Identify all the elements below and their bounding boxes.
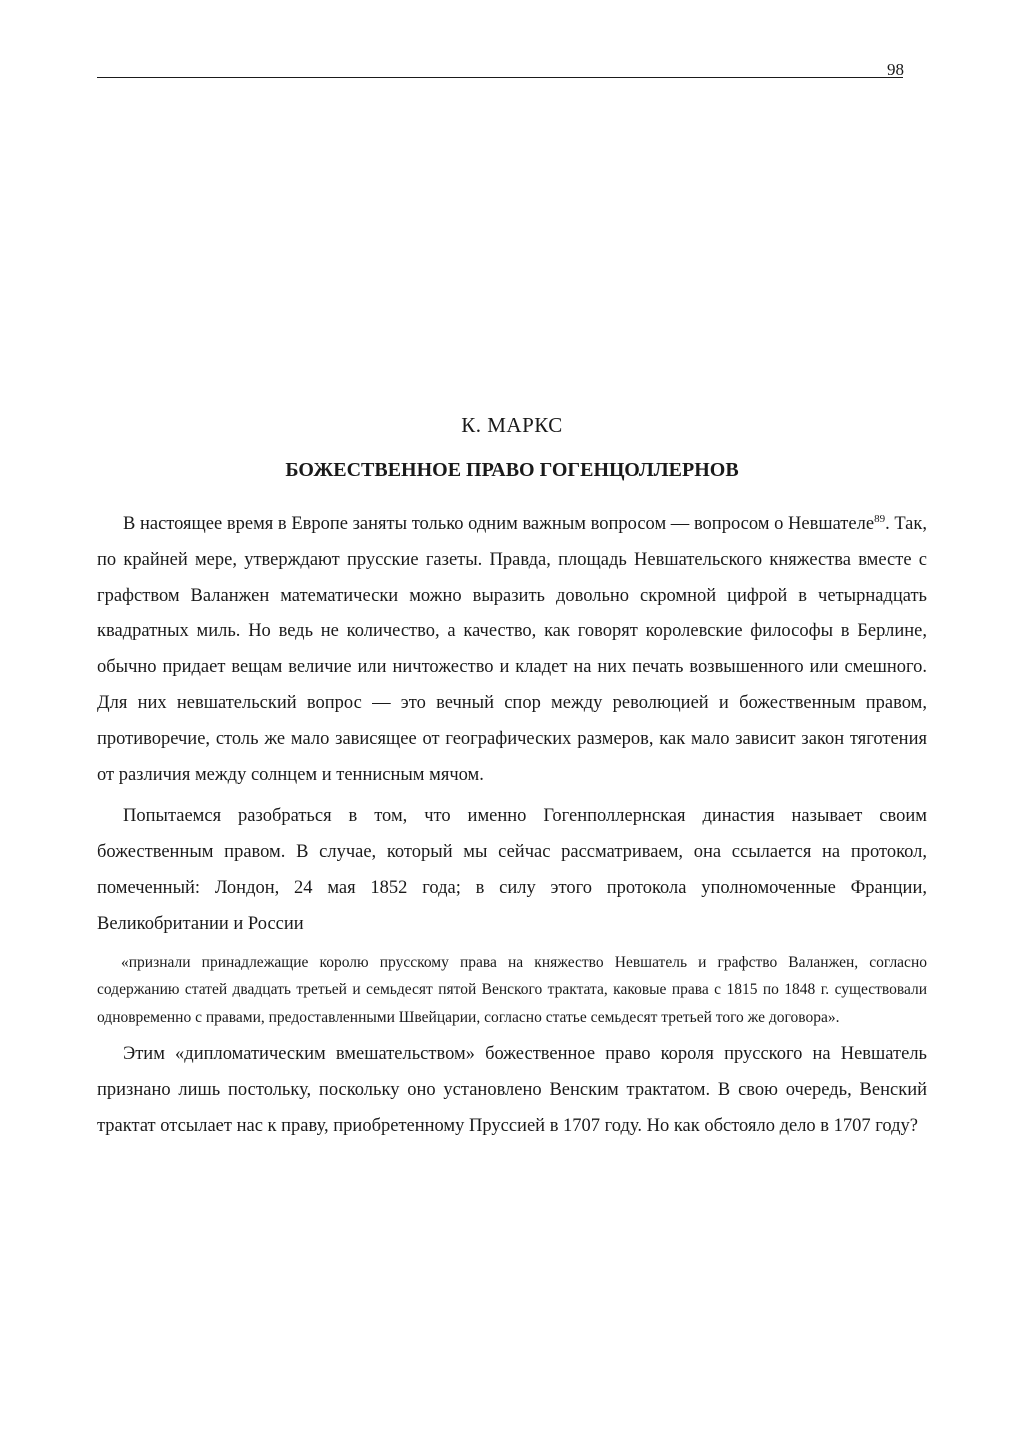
page-number: 98 bbox=[887, 60, 904, 79]
paragraph-1 bbox=[97, 507, 927, 793]
paragraph-3: Этим «дипломатическим вмешательством» божественное право короля прусского на Невшатель признано лишь постольку, поскольку оно установлено Венским трактатом. В свою очередь, Венский трактат отсылает нас к праву, приобретенному Пруссией в 1707 году. Но как обстояло дело в 1707 году? bbox=[97, 1044, 927, 1136]
article bbox=[97, 410, 927, 1150]
header-rule bbox=[97, 77, 903, 78]
footnote-ref-89[interactable]: 89 bbox=[874, 513, 886, 525]
paragraph-1-text-start: В настоящее время в Европе заняты только одним важным вопросом — вопросом о Невшателе bbox=[123, 514, 875, 534]
article-author: К. МАРКС bbox=[461, 413, 563, 437]
block-quote: «признали принадлежащие королю прусскому права на княжество Невшатель и графство Валанжен, согласно содержанию статей двадцать третьей и семьдесят пятой Венского трактата, каковые права с 1815 по 1848 г. существовали одновременно с правами, предоставленными Швейцарии, согласно статье семьдесят третьей того же договора». bbox=[97, 953, 927, 1026]
paragraph-1-text-end: . Так, по крайней мере, утверждают прусские газеты. Правда, площадь Невшательского княжества вместе с графством Валанжен математически можно выразить довольно скромной цифрой в четырнадцать квадратных миль. Но ведь не количество, а качество, как говорят королевские философы в Берлине, обычно придает вещам величие или ничтожество и кладет на них печать возвышенного или смешного. Для них невшательский вопрос — это вечный спор между революцией и божественным правом, противоречие, столь же мало зависящее от географических размеров, как мало зависит закон тяготения от различия между солнцем и теннисным мячом. bbox=[97, 514, 927, 785]
paragraph-2: Попытаемся разобраться в том, что именно Гогенполлернская династия называет своим божественным правом. В случае, который мы сейчас рассматриваем, она ссылается на протокол, помеченный: Лондон, 24 мая 1852 года; в силу этого протокола уполномоченные Франции, Великобритании и России bbox=[97, 806, 927, 934]
article-title: БОЖЕСТВЕННОЕ ПРАВО ГОГЕНЦОЛЛЕРНОВ bbox=[285, 459, 739, 481]
